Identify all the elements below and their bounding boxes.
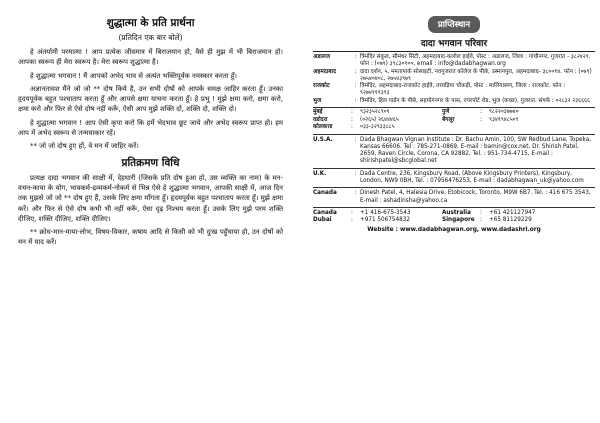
country-label: Singapore	[442, 217, 475, 224]
city-label: भुज	[313, 98, 351, 108]
intl-address: Dinesh Patel, 4, Halesia Drive, Etobicock, Toronto, M9W 6B7. Tel. : 416 675 3543, E-mail : ashadinsha@yahoo.ca	[360, 188, 595, 208]
city-phones: मुंबई : ९३२३५२८९०१ पुणे : ९८२२०३७७४० वडोदरा : (०२६५) २६४४४६५ बेंगलूर : ९३४१९४८५०९ कोलकत्ता : ०३३-३२९३३८८५	[313, 108, 595, 135]
left-page	[18, 8, 283, 418]
country-label: Canada	[313, 209, 337, 216]
prayer-paragraph: अज्ञानतावश मैंने जो जो ** दोष किये है, उन सभी दोषों को आपके समक्ष जाहिर करता हूँ। उनका हृदयपूर्वक बहुत पश्चाताप करता हूँ और आपसे क्षमा याचना करता हूँ। हे प्रभु ! मुझे क्षमा करो, क्षमा करो, क्षमा करो और फिर से ऐसे दोष नहीं करूँ, ऐसी आप मुझे शक्ति दो, शक्ति दो, शक्ति दो।	[18, 84, 283, 114]
prayer-paragraph: हे शुद्धात्मा भगवान ! आप ऐसी कृपा करो कि हमें भेदभाव छूट जाये और अभेद स्वरूप प्राप्त हो। हम आप में अभेद स्वरूप से तन्मयाकार रहें।	[18, 118, 283, 138]
intl-row: Canada : Dinesh Patel, 4, Halesia Drive, Etobicock, Toronto, M9W 6B7. Tel. : 416 675 3543, E-mail : ashadinsha@yahoo.ca	[313, 188, 595, 208]
prayer-title: शुद्धात्मा के प्रति प्रार्थना	[106, 17, 195, 29]
address-table	[313, 54, 595, 108]
phone-number: +1 416-675-3543	[360, 209, 411, 216]
address-text: त्रिमंदिर, हिल गार्डन के पीछे, सहयोगनगर के पास, एयरपोर्ट रोड, भुज (कच्छ), गुजरात. संपर्क : ०२८३२ २३६६६६	[360, 98, 595, 108]
address-row: अडालज : त्रिमंदिर संकुल, सीमंधर सिटी, अहमदाबाद-कलोल हाईवे, पोस्ट : अडालज, जिला : गांधीनगर, गुजरात - ३८२४२१. फोन : (०७९) ३९८३०१००, email : info@dadabhagwan.org	[313, 54, 595, 69]
phone-number: ९८२२०३७७४०	[489, 109, 519, 116]
phone-number: +971 506754832	[360, 217, 410, 224]
country-label: Australia	[442, 209, 471, 216]
address-text: त्रिमंदिर संकुल, सीमंधर सिटी, अहमदाबाद-कलोल हाईवे, पोस्ट : अडालज, जिला : गांधीनगर, गुजरात - ३८२४२१. फोन : (०७९) ३९८३०१००, email : info@dadabhagwan.org	[360, 54, 591, 68]
pratikraman-title: प्रतिक्रमण विधि	[121, 156, 180, 169]
intl-row: U.S.A. : Dada Bhagwan Vignan Institute : Dr. Bachu Amin, 100, SW Redbud Lane, Topeka, Kansas 66606. Tel : 785-271-0869, E-mail : bamin@cox.net. Dr. Shirish Patel, 2659, Raven Circle, Corona, CA 92882, Tel. : 951-734-4715, E-mail : shirishpatel@sbcglobal.net	[313, 137, 595, 169]
pratikraman-paragraph: प्रत्यक्ष दादा भगवान की साक्षी में, देहधारी (जिसके प्रति दोष हुआ हो, उस व्यक्ति का नाम) के मन-वचन-काया के योग, भावकर्म-द्रव्यकर्म-नोकर्म से भिन्न ऐसे हे शुद्धात्मा भगवान, आपकी साक्षी में, आज दिन तक मुझसे जो जो ** दोष हुए हैं, उसके लिए क्षमा माँगता हूँ। हृदयपूर्वक बहुत पश्चाताप करता हूँ। मुझे क्षमा करें। और फिर से ऐसे दोष कभी भी नहीं करूँ, ऐसा दृढ़ निश्चय करता हूँ। उसके लिए मुझे परम शक्ति दीजिए, शक्ति दीजिए, शक्ति दीजिए।	[18, 173, 283, 223]
phone-number: ९३४१९४८५०९	[489, 116, 519, 123]
prayer-paragraph: हे अंतर्यामी परमात्मा ! आप प्रत्येक जीवमात्र में बिराजमान हो, वैसे ही मुझ में भी बिराजमान हो। आपका स्वरूप ही मेरा स्वरूप है। मेरा स्वरूप शुद्धात्मा है।	[18, 48, 283, 67]
country-label: U.K.	[313, 168, 351, 188]
city-label: पुणे	[442, 109, 450, 116]
phone-number: +65 81129229	[489, 217, 532, 224]
prayer-paragraph: हे शुद्धात्मा भगवान ! मैं आपको अभेद भाव से अत्यंत भक्तिपूर्वक नमस्कार करता हूँ।	[30, 71, 237, 80]
city-label: मुंबई	[313, 109, 323, 116]
pratikraman-note: ** क्रोध-मान-माया-लोभ, विषय-विकार, कषाय आदि से किसी को भी दुःख पहुँचाया हो, उन दोषों को मन में याद करें।	[18, 228, 283, 247]
intl-address: Dada Centre, 236, Kingsbury Road, (Above Kingsbury Printers), Kingsbury, London, NW9 0BH, Tel. : 07956476253, E-mail : dadabhagwan_uk@yahoo.com	[360, 168, 595, 188]
website-line: Website : www.dadabhagwan.org, www.dadashri.org	[367, 226, 541, 233]
city-label: वडोदरा	[313, 116, 328, 123]
badge-wrap	[313, 12, 595, 33]
prayer-subtitle: (प्रतिदिन एक बार बोलें)	[118, 33, 183, 42]
intl-row: U.K. : Dada Centre, 236, Kingsbury Road, (Above Kingsbury Printers), Kingsbury, London, NW9 0BH, Tel. : 07956476253, E-mail : dadabhagwan_uk@yahoo.com	[313, 168, 595, 188]
country-label: Canada	[313, 188, 351, 208]
phone-number: (०२६५) २६४४४६५	[360, 116, 399, 123]
address-text: दादा दर्शन, ५, ममतापार्क सोसाइटी, नवगुजरात कॉलेज के पीछे, उस्मानपुरा, अहमदाबाद- ३८००१४. फोन : (०७९) २७५४०४०८, २७५४३९७९	[360, 68, 592, 82]
city-label: अडालज	[313, 54, 330, 60]
international-table	[313, 137, 595, 208]
country-label: U.S.A.	[313, 137, 351, 169]
country-label: Dubai	[313, 217, 332, 224]
intl-address: Dada Bhagwan Vignan Institute : Dr. Bachu Amin, 100, SW Redbud Lane, Topeka, Kansas 66606. Tel : 785-271-0869, E-mail : bamin@cox.net. Dr. Shirish Patel, 2659, Raven Circle, Corona, CA 92882, Tel. : 951-734-4715, E-mail : shirishpatel@sbcglobal.net	[360, 137, 595, 169]
address-row: राजकोट : त्रिमंदिर, अहमदाबाद-राजकोट हाईवे, तरघड़िया चौकड़ी, पोस्ट : मालियासण, जिला : राजकोट. फोन : ९२७४१११३९३	[313, 83, 595, 98]
intl-phones: Canada : +1 416-675-3543 Australia : +61 421127947 Dubai : +971 506754832 Singapore : +65 81129229	[313, 208, 595, 225]
address-text: त्रिमंदिर, अहमदाबाद-राजकोट हाईवे, तरघड़िया चौकड़ी, पोस्ट : मालियासण, जिला : राजकोट. फोन : ९२७४१११३९३	[360, 83, 566, 97]
phone-number: ९३२३५२८९०१	[360, 109, 390, 116]
org-name: दादा भगवान परिवार	[313, 36, 595, 52]
city-label: कोलकत्ता	[313, 124, 333, 131]
phone-number: +61 421127947	[489, 209, 536, 216]
city-label: राजकोट	[313, 83, 330, 90]
right-page	[313, 8, 595, 418]
prayer-note: ** जो जो दोष हुए हों, वे मन में जाहिर करें।	[30, 142, 139, 151]
city-label: बेंगलूर	[442, 116, 455, 123]
address-row: भुज : त्रिमंदिर, हिल गार्डन के पीछे, सहयोगनगर के पास, एयरपोर्ट रोड, भुज (कच्छ), गुजरात. संपर्क : ०२८३२ २३६६६६	[313, 98, 595, 108]
city-label: अहमदाबाद	[313, 68, 337, 75]
phone-number: ०३३-३२९३३८८५	[360, 124, 395, 131]
address-row: अहमदाबाद : दादा दर्शन, ५, ममतापार्क सोसाइटी, नवगुजरात कॉलेज के पीछे, उस्मानपुरा, अहमदाबाद- ३८००१४. फोन : (०७९) २७५४०४०८, २७५४३९७९	[313, 69, 595, 84]
availability-badge: प्राप्तिस्थान	[428, 16, 480, 33]
